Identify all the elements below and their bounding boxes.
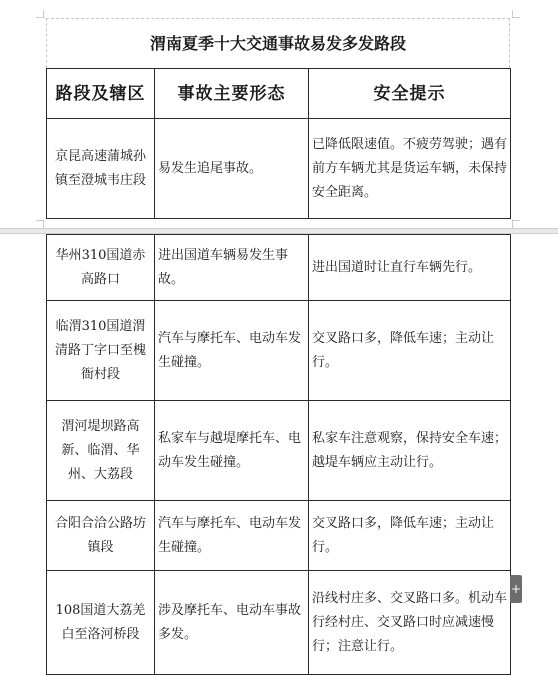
cell-form: 私家车与越堤摩托车、电动车发生碰撞。 [155, 401, 309, 501]
table-row [47, 501, 511, 571]
scroll-tab-button[interactable] [510, 575, 522, 603]
table-row [47, 401, 511, 501]
document-title: 渭南夏季十大交通事故易发多发路段 [46, 18, 510, 68]
table-row [47, 119, 511, 219]
table-row [47, 571, 511, 675]
crop-mark-icon [512, 10, 520, 18]
header-form: 事故主要形态 [155, 69, 309, 119]
table-row [47, 301, 511, 401]
plus-icon: + [510, 582, 522, 596]
cell-form: 进出国道车辆易发生事故。 [155, 235, 309, 301]
cell-tip: 私家车注意观察，保持安全车速；越堤车辆应主动让行。 [309, 401, 511, 501]
table-part-1 [46, 68, 511, 219]
cell-tip: 已降低限速值。不疲劳驾驶；遇有前方车辆尤其是货运车辆，未保持安全距离。 [309, 119, 511, 219]
cell-tip: 交叉路口多，降低车速；主动让行。 [309, 301, 511, 401]
cell-section: 合阳合洽公路坊镇段 [47, 501, 155, 571]
crop-mark-icon [512, 220, 520, 228]
header-section: 路段及辖区 [47, 69, 155, 119]
crop-mark-icon [36, 220, 44, 228]
table-part-2 [46, 234, 511, 675]
cell-section: 华州310国道赤高路口 [47, 235, 155, 301]
crop-mark-icon [36, 10, 44, 18]
cell-section: 京昆高速蒲城孙镇至澄城韦庄段 [47, 119, 155, 219]
cell-tip: 交叉路口多，降低车速；主动让行。 [309, 501, 511, 571]
cell-section: 渭河堤坝路高新、临渭、华州、大荔段 [47, 401, 155, 501]
cell-section: 108国道大荔羌白至洛河桥段 [47, 571, 155, 675]
cell-section: 临渭310国道渭清路丁字口至槐衙村段 [47, 301, 155, 401]
cell-form: 易发生追尾事故。 [155, 119, 309, 219]
cell-form: 涉及摩托车、电动车事故多发。 [155, 571, 309, 675]
cell-form: 汽车与摩托车、电动车发生碰撞。 [155, 301, 309, 401]
cell-tip: 进出国道时让直行车辆先行。 [309, 235, 511, 301]
cell-tip: 沿线村庄多、交叉路口多。机动车行经村庄、交叉路口时应减速慢行；注意让行。 [309, 571, 511, 675]
page-top [0, 0, 558, 228]
table-row [47, 235, 511, 301]
cell-form: 汽车与摩托车、电动车发生碰撞。 [155, 501, 309, 571]
header-tip: 安全提示 [309, 69, 511, 119]
table-header-row [47, 69, 511, 119]
